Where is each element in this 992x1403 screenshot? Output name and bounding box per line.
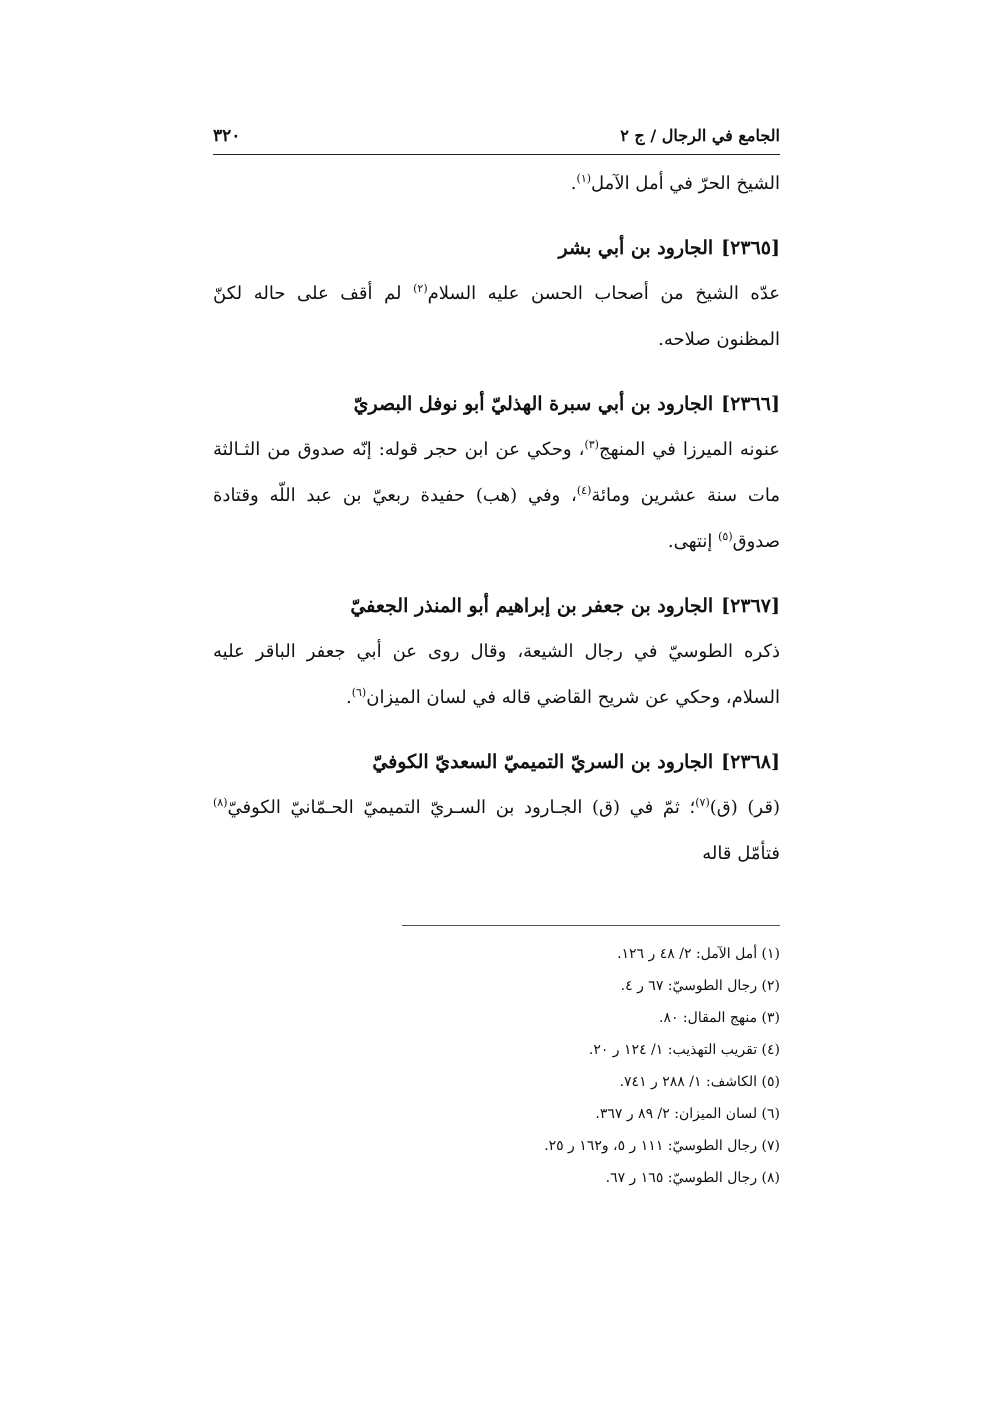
footnote: (٧) رجال الطوسيّ: ١١١ ر ٥، و١٦٢ ر ٢٥.: [544, 1138, 780, 1154]
entry-title: الجارود بن أبي سبرة الهذليّ أبو نوفل البصريّ: [353, 393, 714, 415]
text-run: عنونه الميرزا في المنهج: [598, 439, 780, 460]
text-run: إنتهى.: [667, 531, 719, 552]
entry-number: [٢٣٦٥]: [721, 237, 780, 259]
entries-list: [213, 225, 780, 877]
footnote-ref: (٥): [718, 530, 733, 543]
text-run: لم أقف على حاله لكنّ المظنون صلاحه.: [213, 283, 780, 350]
footnote-separator: [402, 925, 780, 926]
text-run: ، وحكي عن ابن حجر قوله: إنّه صدوق من الثـالثة مات سنة عشرين ومائة: [213, 439, 780, 506]
entry-paragraph: [213, 271, 780, 363]
entry: [213, 739, 780, 877]
entry: [213, 583, 780, 721]
footnotes: [213, 938, 780, 1194]
entry-title: الجارود بن السريّ التميميّ السعديّ الكوفيّ: [372, 751, 714, 773]
entry: [213, 381, 780, 565]
entry-number: [٢٣٦٦]: [721, 393, 780, 415]
entry-title: الجارود بن أبي بشر: [558, 237, 714, 259]
footnote: (٤) تقريب التهذيب: ١/ ١٢٤ ر ٢٠.: [588, 1042, 780, 1058]
text-run: ؛ ثمّ في (ق) الجـارود بن السـريّ التميميّ الحـمّانيّ الكوفيّ: [227, 797, 696, 818]
footnote: (٣) منهج المقال: ٨٠.: [658, 1010, 780, 1026]
footnote: (١) أمل الآمل: ٢/ ٤٨ ر ١٢٦.: [617, 946, 780, 962]
footnote-ref: (٦): [351, 686, 367, 699]
footnote-ref: (٤): [576, 484, 592, 497]
entry-number: [٢٣٦٧]: [721, 595, 780, 617]
entry-heading: [213, 739, 780, 785]
main-text: [213, 161, 780, 877]
entry: [213, 225, 780, 363]
page-header: [213, 118, 780, 155]
entry-heading: [213, 583, 780, 629]
entry-heading: [213, 225, 780, 271]
footnote: (٦) لسان الميزان: ٢/ ٨٩ ر ٣٦٧.: [595, 1106, 780, 1122]
intro-paragraph: [213, 161, 780, 207]
book-title: الجامع في الرجال / ج ٢: [620, 126, 780, 145]
text-run: (قر) (ق): [709, 797, 780, 818]
footnote-ref: (٨): [213, 796, 228, 809]
text-run: .: [345, 687, 352, 708]
entry-heading: [213, 381, 780, 427]
footnote-ref: (٢): [413, 282, 428, 295]
entry-paragraph: [213, 785, 780, 877]
footnote-ref: (٣): [584, 438, 599, 451]
page-number: ٣٢٠: [213, 126, 241, 146]
footnote: (٢) رجال الطوسيّ: ٦٧ ر ٤.: [620, 978, 780, 994]
footnote-ref: (٧): [695, 796, 710, 809]
text-run: ذكره الطوسيّ في رجال الشيعة، وقال روى عن أبي جعفر الباقر عليه السلام، وحكي عن شريح القاضي قاله في لسان الميزان: [213, 641, 780, 708]
intro-end: .: [570, 173, 577, 194]
entry-number: [٢٣٦٨]: [721, 751, 780, 773]
text-run: فتأمّل قاله: [702, 843, 780, 864]
text-run: ، وفي (هب) حفيدة ربعيّ بن عبد اللّه وقتادة صدوق: [213, 485, 780, 552]
entry-paragraph: [213, 427, 780, 565]
footnote: (٨) رجال الطوسيّ: ١٦٥ ر ٦٧.: [605, 1170, 780, 1186]
page: [213, 118, 780, 1194]
entry-paragraph: [213, 629, 780, 721]
entry-title: الجارود بن جعفر بن إبراهيم أبو المنذر الجعفيّ: [350, 595, 714, 617]
footnote: (٥) الكاشف: ١/ ٢٨٨ ر ٧٤١.: [619, 1074, 780, 1090]
footnote-ref: (١): [576, 172, 592, 185]
text-run: عدّه الشيخ من أصحاب الحسن عليه السلام: [427, 283, 781, 304]
intro-text: الشيخ الحرّ في أمل الآمل: [591, 173, 780, 194]
